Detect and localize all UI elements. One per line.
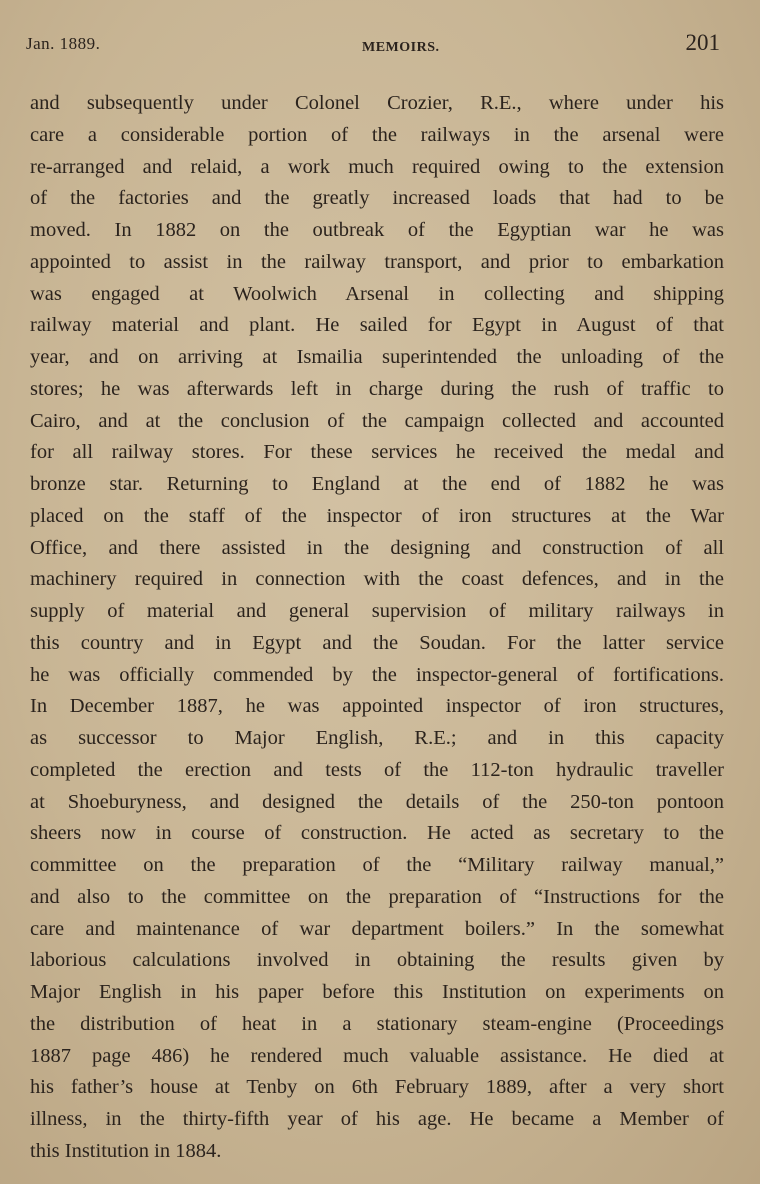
page-number: 201 [685,30,720,55]
text-line: moved. In 1882 on the outbreak of the Egyptian war he was [30,219,724,241]
text-line: committee on the preparation of the “Military railway manual,” [30,854,724,876]
text-line: and also to the committee on the preparation of “Instructions for the [30,885,724,908]
text-line: for all railway stores. For these services he received the medal and [30,441,724,464]
text-line: his father’s house at Tenby on 6th February 1889, after a very short [30,1076,724,1099]
text-line: year, and on arriving at Ismailia superintended the unloading of the [30,346,724,368]
header-date: Jan. 1889. [26,34,101,53]
running-header [26,30,720,60]
text-line: 1887 page 486) he rendered much valuable assistance. He died at [30,1044,724,1067]
text-line: railway material and plant. He sailed for Egypt in August of that [30,314,724,337]
text-line: supply of material and general supervision of military railways in [30,600,724,622]
text-line: illness, in the thirty-fifth year of his age. He became a Member of [30,1108,724,1130]
memoir-text [30,88,724,1168]
text-line: bronze star. Returning to England at the end of 1882 he was [30,473,724,495]
text-line: of the factories and the greatly increased loads that had to be [30,187,724,210]
header-section-title: MEMOIRS. [362,40,440,55]
text-line: the distribution of heat in a stationary steam-engine (Proceedings [30,1012,724,1035]
text-line: care a considerable portion of the railways in the arsenal were [30,123,724,146]
text-line: In December 1887, he was appointed inspector of iron structures, [30,695,724,718]
text-line: at Shoeburyness, and designed the details of the 250-ton pontoon [30,790,724,813]
text-line: completed the erection and tests of the 112-ton hydraulic traveller [30,758,724,781]
text-line: Major English in his paper before this Institution on experiments on [30,981,724,1003]
text-line: stores; he was afterwards left in charge during the rush of traffic to [30,377,724,400]
text-line: machinery required in connection with the coast defences, and in the [30,568,724,591]
text-line: and subsequently under Colonel Crozier, R.E., where under his [30,92,724,114]
text-line: laborious calculations involved in obtaining the results given by [30,949,724,972]
text-line: this Institution in 1884. [30,1139,222,1162]
text-line: Cairo, and at the conclusion of the campaign collected and accounted [30,409,724,432]
text-line: as successor to Major English, R.E.; and in this capacity [30,727,724,749]
text-line: was engaged at Woolwich Arsenal in collecting and shipping [30,282,724,305]
text-line: care and maintenance of war department boilers.” In the somewhat [30,917,724,940]
text-line: placed on the staff of the inspector of iron structures at the War [30,504,724,527]
text-line: re-arranged and relaid, a work much required owing to the extension [30,155,724,178]
text-line: appointed to assist in the railway transport, and prior to embarkation [30,250,724,273]
text-line: Office, and there assisted in the designing and construction of all [30,536,724,559]
text-line: he was officially commended by the inspector-general of fortifications. [30,663,724,686]
text-line: this country and in Egypt and the Soudan. For the latter service [30,631,724,654]
text-line: sheers now in course of construction. He acted as secretary to the [30,822,724,845]
